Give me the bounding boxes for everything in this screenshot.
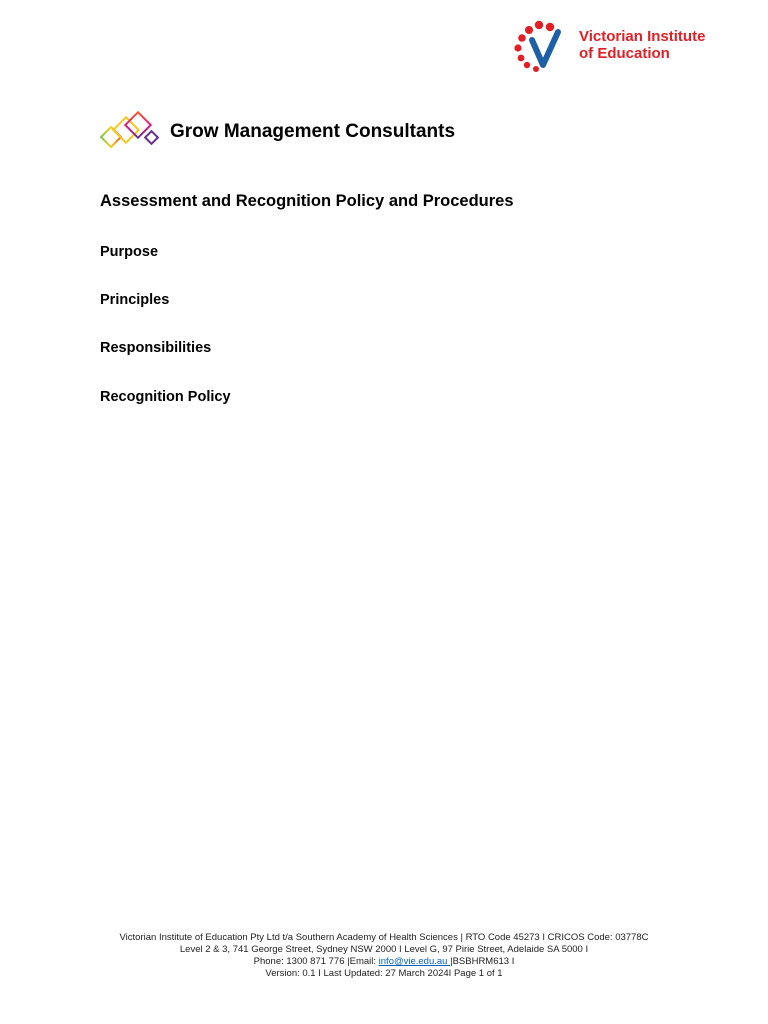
footer-unit-code: |BSBHRM613 I: [450, 956, 515, 967]
footer-address-line: Level 2 & 3, 741 George Street, Sydney NSW 2000 I Level G, 97 Pirie Street, Adelaide SA 5000 I: [179, 944, 589, 955]
document-title: Assessment and Recognition Policy and Procedures: [100, 192, 514, 210]
section-heading-recognition-policy: Recognition Policy: [100, 389, 231, 405]
vie-logo-line-1: Victorian Institute: [579, 28, 706, 45]
diamond-squares-logo-icon: [100, 110, 164, 156]
footer-email-link[interactable]: info@vie.edu.au: [378, 956, 451, 967]
footer-company-line: Victorian Institute of Education Pty Ltd t/a Southern Academy of Health Sciences | RTO Code 45273 I CRICOS Code: 03778C: [119, 932, 649, 943]
page-footer: [0, 932, 768, 980]
footer-contact-line: [0, 956, 768, 968]
company-name: Grow Management Consultants: [170, 121, 456, 142]
section-heading-principles: Principles: [100, 292, 170, 308]
vie-logo: [512, 18, 742, 73]
footer-version-line: Version: 0.1 I Last Updated: 27 March 2024I Page 1 of 1: [265, 968, 503, 979]
vie-logo-line-2: of Education: [579, 45, 670, 62]
vie-logo-text: [579, 28, 705, 62]
footer-phone: Phone: 1300 871 776 |Email:: [253, 956, 379, 967]
section-heading-responsibilities: Responsibilities: [100, 340, 212, 356]
vie-logo-mark-icon: [512, 18, 576, 72]
company-header: [100, 110, 520, 156]
section-heading-purpose: Purpose: [100, 244, 159, 260]
